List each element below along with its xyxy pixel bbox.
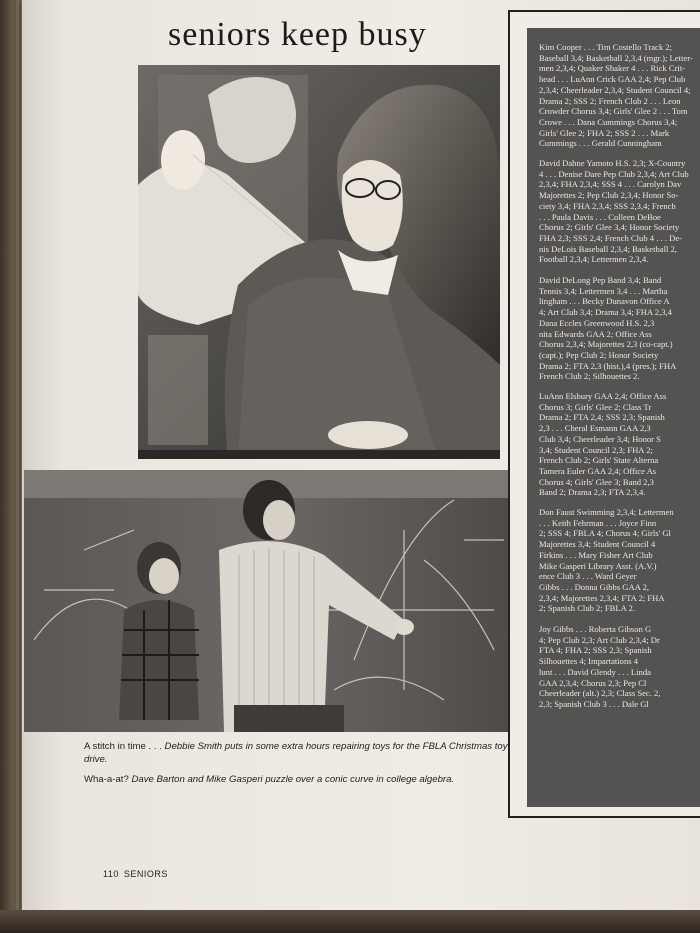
sidebar-line: Chorus 2; Girls' Glee 3,4; Honor Society bbox=[539, 222, 680, 233]
sidebar-line: 2,3,4; Majorettes 2,3,4; FTA 2; FHA bbox=[539, 592, 665, 603]
section-label: SENIORS bbox=[123, 869, 168, 879]
sidebar-line: . . . Paula Davis . . . Colleen DeBoe bbox=[539, 211, 661, 222]
sidebar-line: Club 3,4; Cheerleader 3,4; Honor S bbox=[539, 433, 661, 444]
sidebar-line: 4; Pep Club 2,3; Art Club 2,3,4; Dr bbox=[539, 634, 660, 645]
sidebar-line: 4 . . . Denise Dare Pep Club 2,3,4; Art Club bbox=[539, 168, 689, 179]
page-title: seniors keep busy bbox=[168, 16, 427, 53]
sidebar-line: Baseball 3,4; Basketball 2,3,4 (mgr.); Letter- bbox=[539, 52, 693, 63]
sidebar-line: Drama 2; SSS 2; French Club 2 . . . Leon bbox=[539, 95, 681, 106]
page-number: 110 bbox=[103, 869, 119, 879]
sidebar-entry-block bbox=[539, 507, 700, 614]
sidebar-line: men 2,3,4; Quaker Shaker 4 . . . Rick Crit- bbox=[539, 63, 686, 74]
page-folio bbox=[103, 869, 173, 879]
sidebar-line: lunt . . . David Glendy . . . Linda bbox=[539, 666, 651, 677]
sidebar-entry-block bbox=[539, 624, 700, 710]
sidebar-line: Chorus 2,3,4; Majorettes 2,3 (co-capt.) bbox=[539, 339, 673, 350]
sidebar-line: 2,3 . . . Cheral Esmann GAA 2,3 bbox=[539, 423, 651, 434]
sidebar-line: Chorus 3; Girls' Glee 2; Class Tr bbox=[539, 401, 652, 412]
sidebar-line: Crowder Chorus 3,4; Girls' Glee 2 . . . Tom bbox=[539, 106, 688, 117]
sidebar-line: Crowe . . . Dana Cummings Chorus 3,4; bbox=[539, 116, 678, 127]
caption-lead: A stitch in time . . . bbox=[84, 741, 165, 752]
sidebar-line: 3,4; Student Council 2,3; FHA 2; bbox=[539, 444, 653, 455]
sidebar-line: 2,3; Spanish Club 3 . . . Dale Gl bbox=[539, 698, 649, 709]
sidebar-line: LuAnn Elsbury GAA 2,4; Office Ass bbox=[539, 391, 667, 401]
sidebar-line: 2,3,4; Cheerleader 2,3,4; Student Council 4; bbox=[539, 84, 691, 95]
caption-body: Debbie Smith puts in some extra hours repairing toys for the FBLA Christmas toy drive. bbox=[84, 741, 508, 765]
sidebar-line: Drama 2; FTA 2,4; SSS 2,3; Spanish bbox=[539, 412, 665, 423]
sidebar-line: 2; Spanish Club 2; FBLA 2. bbox=[539, 603, 635, 614]
sidebar-entry-block bbox=[539, 391, 700, 498]
sidebar-line: Girls' Glee 2; FHA 2; SSS 2 . . . Mark bbox=[539, 127, 670, 138]
sidebar-line: French Club 2; Silhouettes 2. bbox=[539, 371, 640, 382]
sidebar-line: nis DeLois Baseball 2,3,4; Basketball 2, bbox=[539, 243, 677, 254]
caption-lead: Wha-a-at? bbox=[84, 774, 132, 785]
sidebar-line: Cheerleader (alt.) 2,3; Class Sec. 2, bbox=[539, 688, 661, 699]
sidebar-line: Majorettes 2; Pep Club 2,3,4; Honor So- bbox=[539, 190, 679, 201]
sidebar-line: Kim Cooper . . . Tim Costello Track 2; bbox=[539, 42, 672, 52]
sidebar-line: Cummings . . . Gerald Cunningham bbox=[539, 138, 662, 149]
sidebar-line: Silhouettes 4; Impartations 4 bbox=[539, 656, 639, 667]
sidebar-line: French Club 2; Girls' State Alterna bbox=[539, 455, 659, 466]
sidebar-entry-block bbox=[539, 158, 700, 265]
caption-body: Dave Barton and Mike Gasperi puzzle over a conic curve in college algebra. bbox=[131, 774, 455, 785]
sidebar-line: ciety 3,4; FHA 2,3,4; SSS 2,3,4; French bbox=[539, 200, 676, 211]
sidebar-line: lingham . . . Becky Dunavon Office A bbox=[539, 296, 670, 307]
sidebar-line: David Dahne Yamoto H.S. 2,3; X-Country bbox=[539, 158, 686, 168]
sidebar-line: Joy Gibbs . . . Roberta Gibson G bbox=[539, 624, 652, 634]
sidebar-line: Drama 2; FTA 2,3 (hist.),4 (pres.); FHA bbox=[539, 360, 677, 371]
sidebar-line: nita Edwards GAA 2; Office Ass bbox=[539, 328, 652, 339]
sidebar-line: . . . Keith Fehrman . . . Joyce Finn bbox=[539, 517, 657, 528]
sidebar-line: FHA 2,3; SSS 2,4; French Club 4 . . . De- bbox=[539, 232, 683, 243]
sidebar-line: Chorus 4; Girls' Glee 3; Band 2,3 bbox=[539, 476, 654, 487]
senior-activities-sidebar bbox=[527, 28, 700, 807]
caption-chalkboard-photo bbox=[84, 773, 514, 786]
sidebar-line: 2; SSS 4; FBLA 4; Chorus 4; Girls' Gl bbox=[539, 528, 671, 539]
sidebar-line: Gibbs . . . Donna Gibbs GAA 2, bbox=[539, 581, 650, 592]
photo-sewing-student bbox=[138, 65, 500, 459]
sidebar-line: 2,3,4; FHA 2,3,4; SSS 4 . . . Carolyn Dav bbox=[539, 179, 682, 190]
sidebar-line: Tamera Euler GAA 2,4; Office As bbox=[539, 465, 657, 476]
sidebar-line: Firkins . . . Mary Fisher Art Club bbox=[539, 549, 653, 560]
sidebar-line: GAA 2,3,4; Chorus 2,3; Pep Cl bbox=[539, 677, 647, 688]
sidebar-line: Band 2; Drama 2,3; FTA 2,3,4. bbox=[539, 487, 646, 498]
sidebar-line: head . . . LuAnn Crick GAA 2,4; Pep Club bbox=[539, 74, 686, 85]
sidebar-line: 4; Art Club 3,4; Drama 3,4; FHA 2,3,4 bbox=[539, 307, 672, 318]
sidebar-line: Football 2,3,4; Lettermen 2,3,4. bbox=[539, 254, 649, 265]
sidebar-line: FTA 4; FHA 2; SSS 2,3; Spanish bbox=[539, 645, 652, 656]
sidebar-entry-block bbox=[539, 275, 700, 382]
sidebar-line: Majorettes 3,4; Student Council 4 bbox=[539, 539, 656, 550]
sidebar-line: ence Club 3 . . . Ward Geyer bbox=[539, 571, 637, 582]
photo-chalkboard-students bbox=[24, 470, 510, 732]
sidebar-line: Mike Gasperi Library Asst. (A.V.) bbox=[539, 560, 657, 571]
sidebar-line: Don Faust Swimming 2,3,4; Lettermen bbox=[539, 507, 674, 517]
sidebar-line: (capt.); Pep Club 2; Honor Society bbox=[539, 349, 659, 360]
sidebar-entry-block bbox=[539, 42, 700, 149]
sidebar-line: Dana Eccles Greenwood H.S. 2,3 bbox=[539, 317, 655, 328]
sidebar-line: Tennis 3,4; Lettermen 3,4 . . . Martha bbox=[539, 285, 668, 296]
caption-sewing-photo bbox=[84, 740, 514, 766]
table-surface bbox=[0, 910, 700, 933]
sidebar-line: David DeLong Pep Band 3,4; Band bbox=[539, 275, 662, 285]
